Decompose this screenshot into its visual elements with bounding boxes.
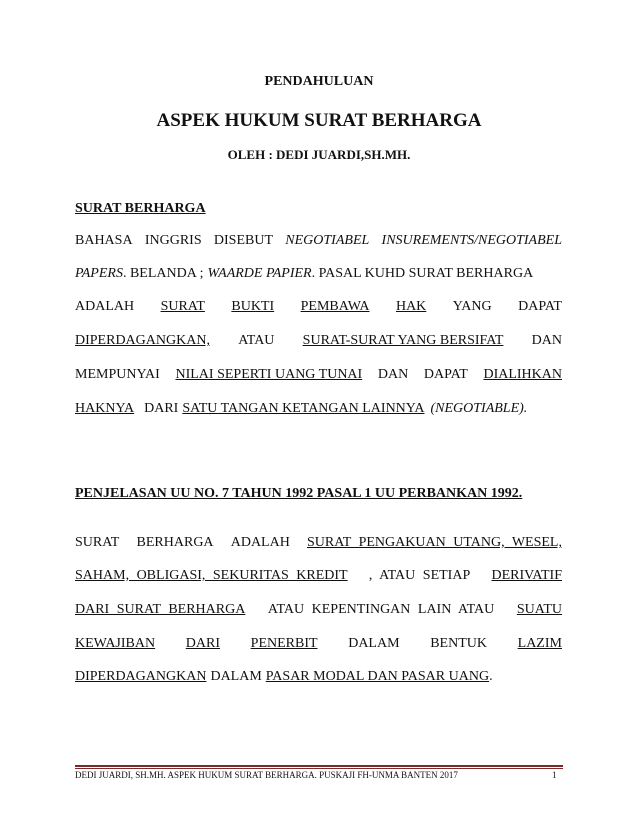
text-run: SURAT PENGAKUAN UTANG, WESEL, — [307, 535, 562, 550]
paragraph-line — [75, 601, 562, 619]
text-run: LAZIM — [517, 636, 562, 651]
text-run: . BELANDA ; — [122, 266, 204, 281]
text-run: BUKTI — [231, 299, 275, 314]
text-run: DISEBUT — [213, 233, 274, 248]
paragraph-line — [75, 265, 562, 283]
text-run: DIALIHKAN — [483, 367, 562, 382]
text-run: SAHAM, OBLIGASI, SEKURITAS KREDIT — [75, 568, 348, 583]
text-run: , ATAU SETIAP — [368, 568, 471, 583]
text-run: ADALAH — [230, 535, 290, 550]
text-run: ATAU KEPENTINGAN LAIN ATAU — [267, 602, 495, 617]
text-run: KEWAJIBAN — [75, 636, 156, 651]
paragraph-line — [75, 332, 562, 350]
page-kicker: PENDAHULUAN — [264, 74, 374, 89]
page-number: 1 — [552, 770, 557, 780]
text-run: WAARDE PAPIER — [207, 266, 312, 281]
text-run: DALAM — [210, 669, 262, 684]
text-run: YANG — [452, 299, 492, 314]
text-run: HAKNYA — [75, 401, 135, 416]
paragraph-line — [75, 668, 562, 686]
text-run: DAN — [377, 367, 409, 382]
text-run: SATU TANGAN KETANGAN LAINNYA — [182, 401, 425, 416]
text-run: PENERBIT — [250, 636, 318, 651]
text-run: ADALAH — [75, 299, 135, 314]
text-run: DARI SURAT BERHARGA — [75, 602, 246, 617]
footer-divider — [75, 765, 563, 767]
text-run: . PASAL KUHD SURAT BERHARGA — [311, 266, 534, 281]
text-run: PAPERS — [75, 266, 123, 281]
text-run: PEMBAWA — [300, 299, 370, 314]
text-run: SUATU — [516, 602, 562, 617]
text-run: DAPAT — [518, 299, 562, 314]
text-run: INSUREMENTS/NEGOTIABEL — [381, 233, 562, 248]
text-run: HAK — [395, 299, 427, 314]
author-line: OLEH : DEDI JUARDI,SH.MH. — [227, 147, 411, 162]
page-title: ASPEK HUKUM SURAT BERHARGA — [156, 110, 482, 131]
text-run: DARI — [144, 401, 179, 416]
text-run: DAN — [531, 333, 562, 348]
text-run: BENTUK — [430, 636, 487, 651]
paragraph-line — [75, 366, 562, 384]
text-run: SURAT — [160, 299, 205, 314]
footer-divider — [75, 768, 563, 769]
text-run: SURAT — [75, 535, 120, 550]
paragraph-line — [75, 567, 562, 585]
text-run: NEGOTIABEL — [285, 233, 370, 248]
text-run: DALAM — [348, 636, 400, 651]
text-run: DIPERDAGANGKAN — [75, 669, 207, 684]
footer-text: DEDI JUARDI, SH.MH. ASPEK HUKUM SURAT BERHARGA. PUSKAJI FH-UNMA BANTEN 2017 — [75, 770, 458, 780]
text-run: PASAR MODAL DAN PASAR UANG — [265, 669, 490, 684]
text-run: SURAT-SURAT YANG BERSIFAT — [302, 333, 504, 348]
text-run: DIPERDAGANGKAN, — [75, 333, 210, 348]
paragraph-line — [75, 298, 562, 316]
paragraph-line — [75, 400, 562, 418]
text-run: DARI — [185, 636, 220, 651]
text-run: BAHASA — [75, 233, 133, 248]
text-run: INGGRIS — [144, 233, 202, 248]
text-run: BERHARGA — [136, 535, 214, 550]
paragraph-line — [75, 232, 562, 250]
text-run: . — [489, 669, 493, 684]
text-run: MEMPUNYAI — [75, 367, 160, 382]
text-run: DAPAT — [423, 367, 468, 382]
paragraph-line — [75, 635, 562, 653]
text-run: NILAI SEPERTI UANG TUNAI — [175, 367, 363, 382]
section-heading-penjelasan: PENJELASAN UU NO. 7 TAHUN 1992 PASAL 1 UU PERBANKAN 1992. — [75, 486, 523, 501]
text-run: DERIVATIF — [491, 568, 562, 583]
paragraph-line — [75, 534, 562, 552]
section-heading-surat-berharga: SURAT BERHARGA — [75, 201, 206, 216]
text-run: ATAU — [238, 333, 275, 348]
text-run: (NEGOTIABLE). — [430, 401, 528, 416]
